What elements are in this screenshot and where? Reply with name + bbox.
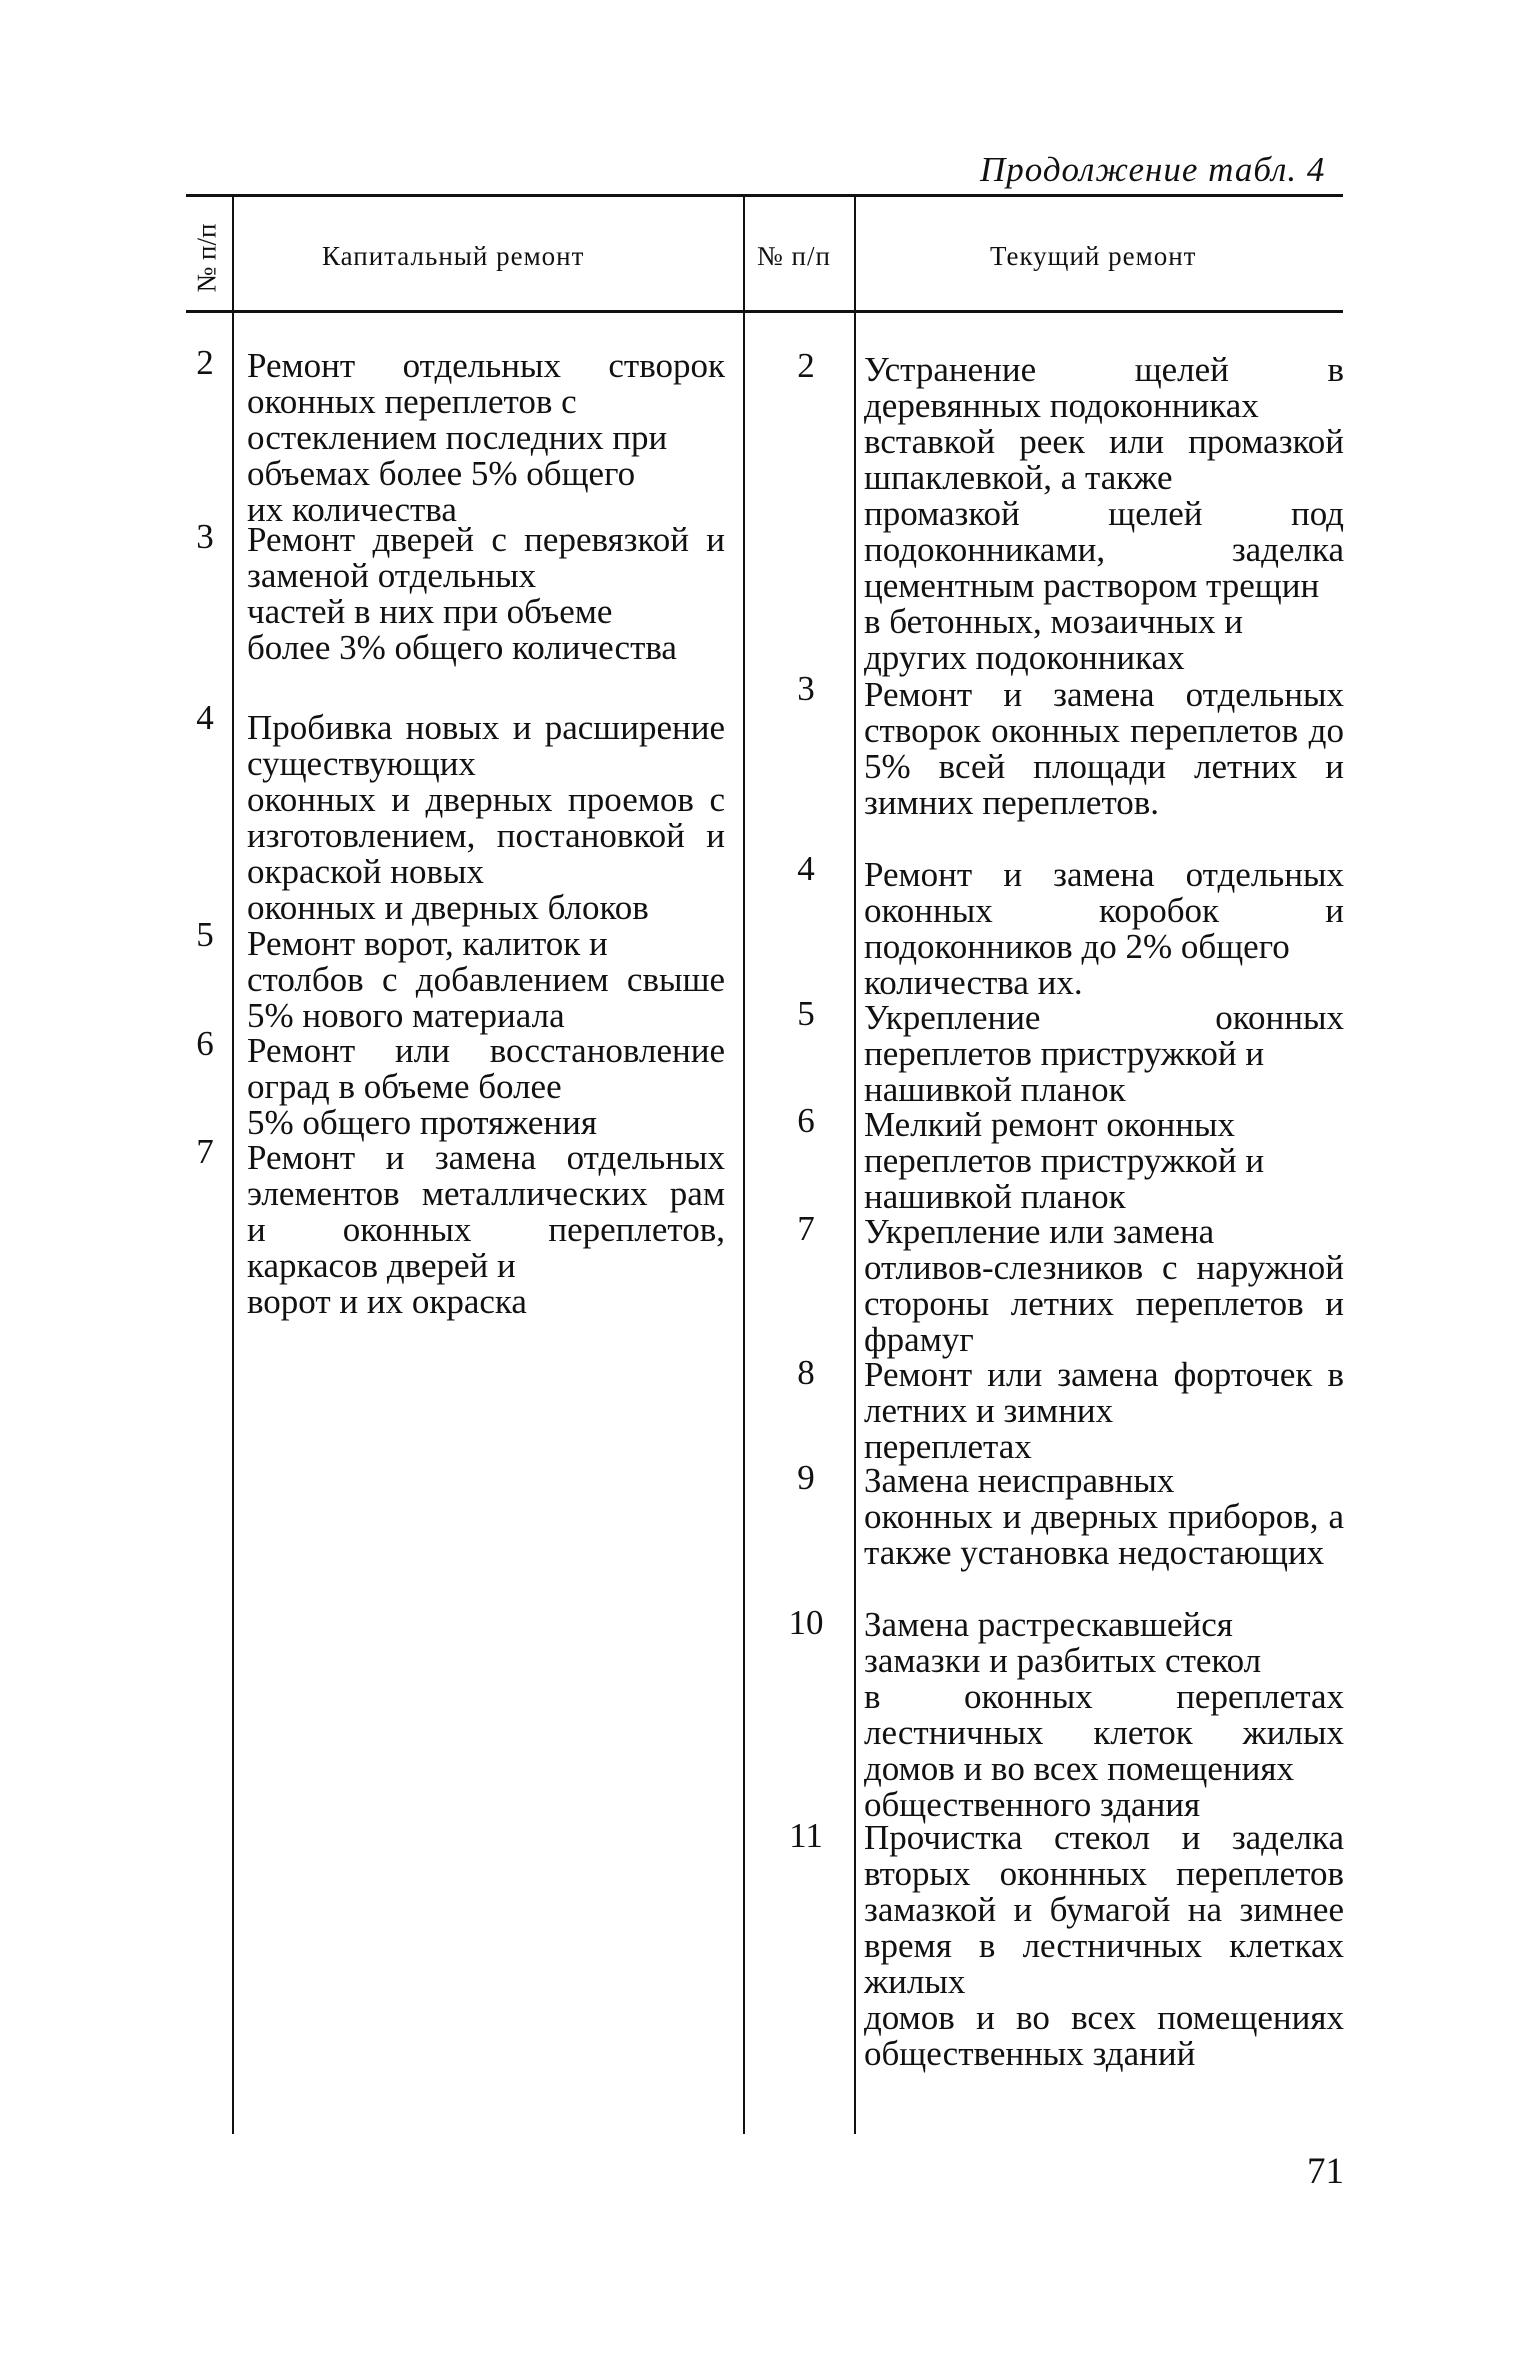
capital-row-text: Ремонт отдельных створок оконных переплетов с остеклением последних при объемах более 5% общего их количества: [247, 346, 725, 529]
current-row-text: Прочистка стекол и заделка вторых оконнных переплетов замазкой и бумагой на зимнее время в лестничных клетках жилых домов и во всех помещениях общественных зданий: [864, 1818, 1344, 2073]
table-top-rule: [186, 194, 1343, 197]
current-row-number: 6: [797, 1101, 815, 1140]
current-row-number: 7: [797, 1209, 815, 1248]
header-current-repair: Текущий ремонт: [990, 241, 1197, 271]
current-row-text: Мелкий ремонт оконных переплетов пристружкой и нашивкой планок: [864, 1105, 1265, 1216]
header-capital-repair: Капитальный ремонт: [322, 241, 585, 271]
current-row-text: Устранение щелей в деревянных подоконниках вставкой реек или промазкой шпаклевкой, а также промазкой щелей под подоконниками, заделка цементным раствором трещин в бетонных, мозаичных и других подоконниках: [864, 350, 1344, 677]
header-bottom-rule: [186, 310, 1343, 313]
current-row-number: 3: [797, 669, 815, 708]
current-row-text: Ремонт и замена отдельных створок оконных переплетов до 5% всей площади летних и зимних переплетов.: [864, 675, 1344, 822]
column-divider-2: [743, 194, 745, 2134]
current-row-number: 8: [797, 1353, 815, 1392]
capital-row-text: Пробивка новых и расширение существующих оконных и дверных проемов с изготовлением, постановкой и окраской новых оконных и дверных блоков: [247, 708, 725, 927]
current-row-text: Ремонт или замена форточек в летних и зимних переплетах: [864, 1355, 1344, 1466]
current-row-text: Замена неисправных оконных и дверных приборов, а также установка недостающих: [864, 1461, 1344, 1572]
capital-row-text: Ремонт или восстановление оград в объеме более 5% общего протяжения: [247, 1031, 725, 1142]
current-row-number: 10: [788, 1603, 824, 1642]
current-row-number: 9: [797, 1458, 815, 1497]
capital-row-number: 7: [196, 1132, 214, 1171]
current-row-text: Ремонт и замена отдельных оконных коробок и подоконников до 2% общего количества их.: [864, 855, 1344, 1002]
capital-row-number: 2: [196, 343, 214, 382]
current-row-number: 2: [797, 346, 815, 385]
capital-row-text: Ремонт ворот, калиток и столбов с добавлением свыше 5% нового материала: [247, 924, 725, 1035]
current-row-text: Укрепление оконных переплетов пристружкой и нашивкой планок: [864, 998, 1344, 1109]
header-left-number: № п/п: [191, 223, 222, 293]
current-row-number: 11: [789, 1816, 823, 1855]
current-row-text: Замена растрескавшейся замазки и разбитых стекол в оконных переплетах лестничных клеток жилых домов и во всех помещениях общественного здания: [864, 1605, 1344, 1824]
capital-row-number: 5: [196, 915, 214, 954]
column-divider-1: [232, 194, 234, 2134]
table-caption: Продолжение табл. 4: [980, 150, 1326, 189]
header-right-number: № п/п: [757, 241, 831, 271]
capital-row-number: 4: [196, 698, 214, 737]
current-row-text: Укрепление или замена отливов-слезников с наружной стороны летних переплетов и фрамуг: [864, 1212, 1344, 1359]
capital-row-text: Ремонт дверей с перевязкой и заменой отдельных частей в них при объеме более 3% общего количества: [247, 520, 725, 667]
current-row-number: 5: [797, 994, 815, 1033]
column-divider-3: [854, 194, 856, 2134]
current-row-number: 4: [797, 849, 815, 888]
capital-row-text: Ремонт и замена отдельных элементов металлических рам и оконных переплетов, каркасов дверей и ворот и их окраска: [247, 1138, 725, 1321]
capital-row-number: 6: [196, 1024, 214, 1063]
page-number: 71: [1307, 2151, 1344, 2192]
capital-row-number: 3: [196, 517, 214, 556]
